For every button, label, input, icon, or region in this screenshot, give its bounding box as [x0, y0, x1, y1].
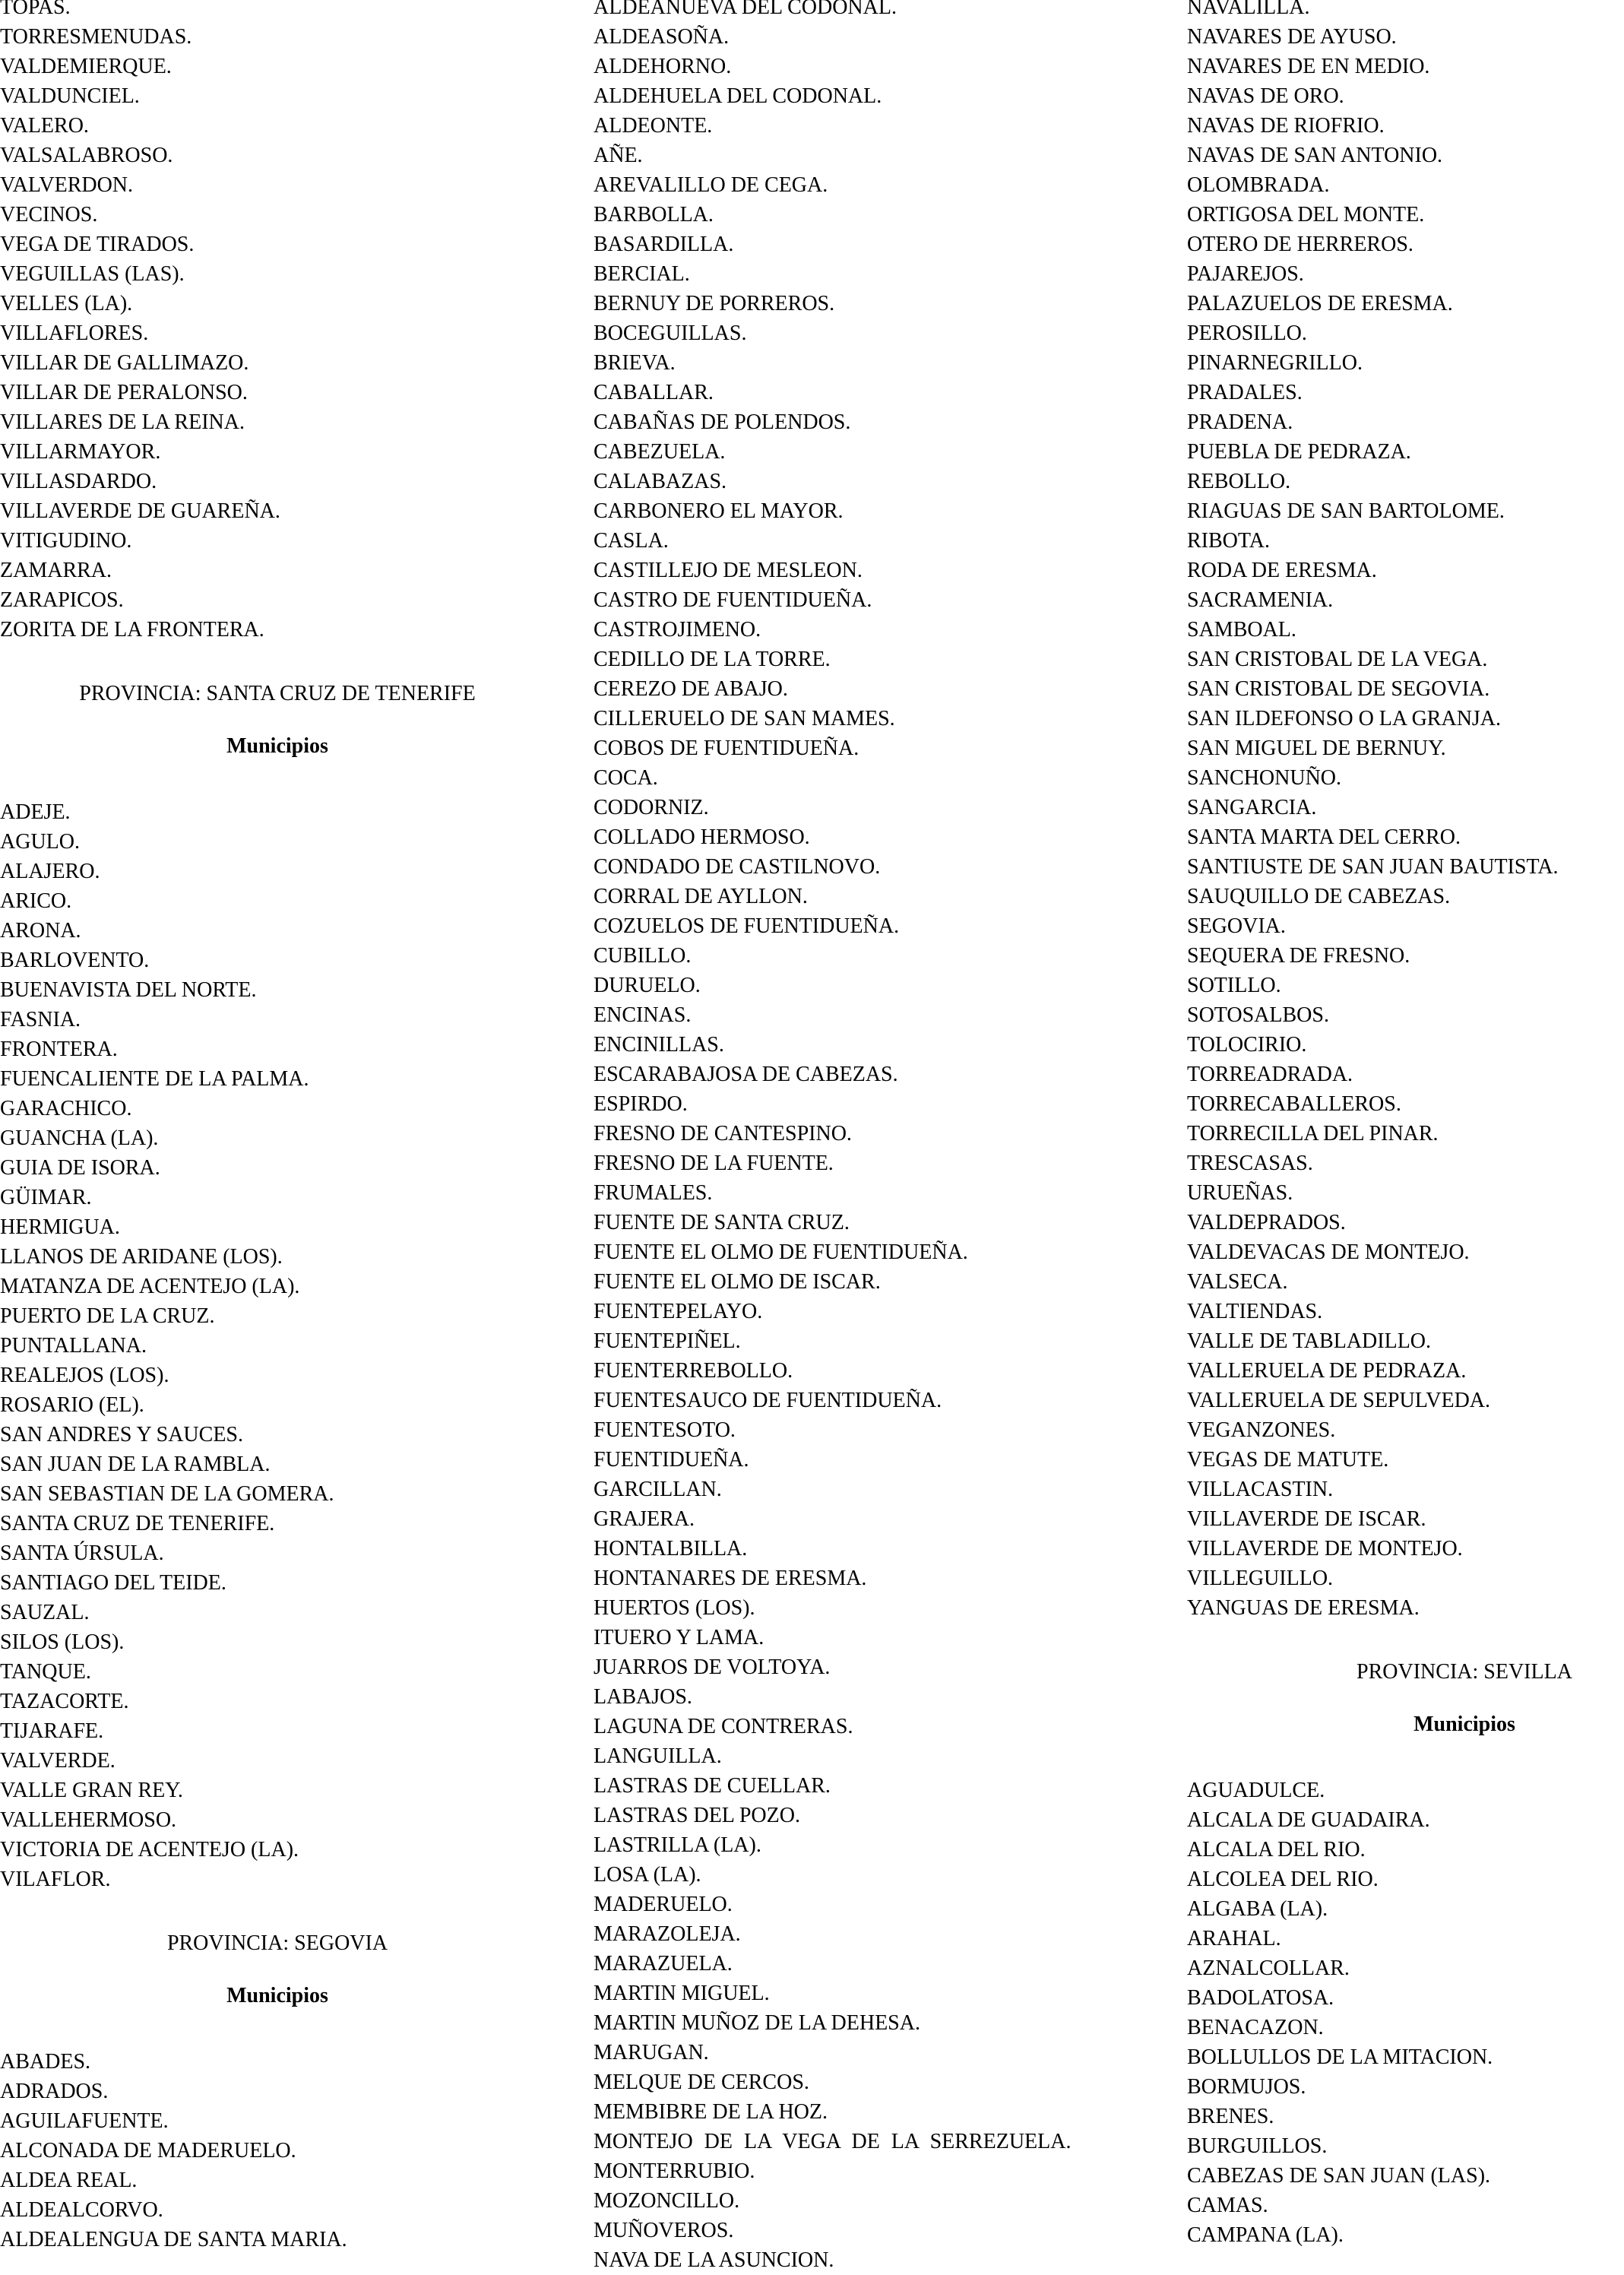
- municipality-entry: BORMUJOS.: [1187, 2075, 1306, 2099]
- municipality-entry: ALDEHORNO.: [594, 55, 732, 78]
- municipality-entry: RIBOTA.: [1187, 529, 1270, 553]
- municipality-entry: SANTA ÚRSULA.: [0, 1541, 164, 1565]
- municipality-entry: GARACHICO.: [0, 1097, 132, 1120]
- municipality-entry: CASLA.: [594, 529, 669, 553]
- municipality-entry: TORRECABALLEROS.: [1187, 1092, 1401, 1116]
- municipality-entry: MONTEJO DE LA VEGA DE LA SERREZUELA.: [594, 2130, 1072, 2153]
- municipality-entry: SOTOSALBOS.: [1187, 1003, 1329, 1027]
- municipality-entry: VALLERUELA DE SEPULVEDA.: [1187, 1389, 1491, 1412]
- municipality-entry: PEROSILLO.: [1187, 322, 1307, 345]
- municipality-entry: PAJAREJOS.: [1187, 262, 1304, 286]
- municipality-entry: FUENTE DE SANTA CRUZ.: [594, 1211, 850, 1234]
- municipality-entry: VICTORIA DE ACENTEJO (LA).: [0, 1838, 299, 1862]
- municipality-entry: SANCHONUÑO.: [1187, 766, 1342, 790]
- municipality-entry: COLLADO HERMOSO.: [594, 825, 810, 849]
- municipality-entry: FUENTESAUCO DE FUENTIDUEÑA.: [594, 1389, 942, 1412]
- segovia-municipios-list-start: [0, 2047, 532, 2254]
- municipality-entry: CILLERUELO DE SAN MAMES.: [594, 707, 895, 730]
- municipality-entry: TORREADRADA.: [1187, 1063, 1353, 1086]
- municipality-entry: HUERTOS (LOS).: [594, 1596, 755, 1620]
- municipality-entry: BOLLULLOS DE LA MITACION.: [1187, 2045, 1493, 2069]
- municipality-entry: BURGUILLOS.: [1187, 2134, 1328, 2158]
- municipality-entry: NAVAS DE ORO.: [1187, 84, 1344, 108]
- municipality-entry: BERNUY DE PORREROS.: [594, 292, 835, 315]
- municipality-entry: VILLAR DE PERALONSO.: [0, 381, 248, 404]
- municipality-entry: COZUELOS DE FUENTIDUEÑA.: [594, 914, 900, 938]
- municipality-entry: ALDEA REAL.: [0, 2169, 138, 2192]
- municipality-entry: ALAJERO.: [0, 860, 100, 883]
- municipality-entry: ARONA.: [0, 919, 81, 943]
- municipality-entry: LANGUILLA.: [594, 1744, 722, 1768]
- municipality-entry: AREVALILLO DE CEGA.: [594, 173, 828, 197]
- municipality-entry: FUENTIDUEÑA.: [594, 1448, 749, 1472]
- municipality-entry: URUEÑAS.: [1187, 1181, 1293, 1205]
- municipality-entry: ENCINAS.: [594, 1003, 692, 1027]
- municipality-entry: CASTROJIMENO.: [594, 618, 761, 642]
- municipality-entry: SAN MIGUEL DE BERNUY.: [1187, 737, 1446, 760]
- municipality-entry: LASTRAS DE CUELLAR.: [594, 1774, 831, 1798]
- municipality-entry: VALVERDON.: [0, 173, 134, 197]
- municipality-entry: BERCIAL.: [594, 262, 690, 286]
- municipality-entry: ALCALA DE GUADAIRA.: [1187, 1808, 1430, 1832]
- municipality-entry: VILLACASTIN.: [1187, 1478, 1334, 1501]
- municipality-entry: CABAÑAS DE POLENDOS.: [594, 410, 851, 434]
- municipality-entry: ALDEALENGUA DE SANTA MARIA.: [0, 2228, 347, 2251]
- municipality-entry: HONTANARES DE ERESMA.: [594, 1567, 867, 1590]
- municipality-entry: SAN CRISTOBAL DE LA VEGA.: [1187, 648, 1488, 671]
- municipality-entry: MEMBIBRE DE LA HOZ.: [594, 2100, 828, 2124]
- municipality-entry: BOCEGUILLAS.: [594, 322, 747, 345]
- municipality-entry: MADERUELO.: [594, 1893, 733, 1916]
- municipality-entry: ENCINILLAS.: [594, 1033, 724, 1057]
- municipality-entry: VALSECA.: [1187, 1270, 1288, 1294]
- municipality-entry: ALCALA DEL RIO.: [1187, 1838, 1366, 1862]
- municipality-entry: ALGABA (LA).: [1187, 1897, 1328, 1921]
- municipality-entry: SAUQUILLO DE CABEZAS.: [1187, 885, 1451, 908]
- municipality-entry: VALVERDE.: [0, 1749, 116, 1773]
- municipality-entry: TORRECILLA DEL PINAR.: [1187, 1122, 1439, 1145]
- municipality-entry: SAMBOAL.: [1187, 618, 1296, 642]
- municipality-entry: VILLAVERDE DE GUAREÑA.: [0, 499, 280, 523]
- municipios-heading: Municipios: [226, 734, 328, 758]
- municipality-entry: ESCARABAJOSA DE CABEZAS.: [594, 1063, 898, 1086]
- municipality-entry: VALDUNCIEL.: [0, 84, 140, 108]
- municipality-entry: CABEZUELA.: [594, 440, 726, 464]
- municipality-entry: SANTA CRUZ DE TENERIFE.: [0, 1512, 275, 1535]
- municipality-entry: ROSARIO (EL).: [0, 1393, 144, 1417]
- municipality-entry: VEGANZONES.: [1187, 1418, 1336, 1442]
- salamanca-municipios-list: [0, 0, 532, 645]
- municipios-heading: Municipios: [226, 1984, 328, 2007]
- column-1: [0, 0, 532, 2254]
- municipality-entry: CABEZAS DE SAN JUAN (LAS).: [1187, 2164, 1491, 2188]
- municipality-entry: VALERO.: [0, 114, 89, 138]
- municipality-entry: BRIEVA.: [594, 351, 676, 375]
- municipality-entry: SANGARCIA.: [1187, 796, 1317, 819]
- municipality-entry: MUÑOVEROS.: [594, 2219, 734, 2242]
- santa-cruz-de-tenerife-municipios-list: [0, 797, 532, 1894]
- municipality-entry: SAUZAL.: [0, 1601, 90, 1624]
- municipality-entry: FUENTESOTO.: [594, 1418, 736, 1442]
- municipality-entry: GUIA DE ISORA.: [0, 1156, 160, 1180]
- municipality-entry: VALDEMIERQUE.: [0, 55, 172, 78]
- municipality-entry: SACRAMENIA.: [1187, 588, 1334, 612]
- municipality-entry: VILLAFLORES.: [0, 322, 149, 345]
- municipality-entry: SAN CRISTOBAL DE SEGOVIA.: [1187, 677, 1490, 701]
- municipality-entry: GARCILLAN.: [594, 1478, 722, 1501]
- municipality-entry: REBOLLO.: [1187, 470, 1291, 493]
- municipality-entry: AGULO.: [0, 830, 80, 854]
- municipality-entry: NAVARES DE EN MEDIO.: [1187, 55, 1430, 78]
- municipality-entry: MARUGAN.: [594, 2041, 709, 2064]
- province-heading-santa-cruz-de-tenerife: PROVINCIA: SANTA CRUZ DE TENERIFE: [79, 682, 476, 705]
- municipality-entry: ALCONADA DE MADERUELO.: [0, 2139, 296, 2163]
- municipality-entry: RODA DE ERESMA.: [1187, 559, 1377, 582]
- municipality-entry: NAVARES DE AYUSO.: [1187, 25, 1397, 49]
- municipality-entry: BRENES.: [1187, 2105, 1274, 2128]
- municipality-entry: TOLOCIRIO.: [1187, 1033, 1307, 1057]
- municipality-entry: ITUERO Y LAMA.: [594, 1626, 765, 1649]
- municipality-entry: CABALLAR.: [594, 381, 714, 404]
- municipality-entry: LABAJOS.: [594, 1685, 692, 1709]
- municipality-entry: BUENAVISTA DEL NORTE.: [0, 978, 257, 1002]
- municipality-entry: VALTIENDAS.: [1187, 1300, 1323, 1323]
- municipality-entry: LASTRAS DEL POZO.: [594, 1804, 800, 1827]
- municipality-entry: LAGUNA DE CONTRERAS.: [594, 1715, 853, 1738]
- municipality-entry: NAVAS DE SAN ANTONIO.: [1187, 144, 1443, 167]
- municipality-entry: GRAJERA.: [594, 1507, 695, 1531]
- municipality-entry: FUENTEPIÑEL.: [594, 1329, 741, 1353]
- municipality-entry: LLANOS DE ARIDANE (LOS).: [0, 1245, 283, 1269]
- municipality-entry: VILLAVERDE DE MONTEJO.: [1187, 1537, 1463, 1560]
- column-3: [1187, 0, 1624, 2250]
- municipality-entry: TRESCASAS.: [1187, 1152, 1313, 1175]
- municipality-entry: CALABAZAS.: [594, 470, 727, 493]
- municipality-entry: CASTILLEJO DE MESLEON.: [594, 559, 863, 582]
- municipality-entry: BARLOVENTO.: [0, 949, 150, 972]
- municipality-entry: CEREZO DE ABAJO.: [594, 677, 788, 701]
- municipality-entry: SEQUERA DE FRESNO.: [1187, 944, 1410, 968]
- municipality-entry: NAVALILLA.: [1187, 0, 1310, 19]
- municipality-entry: FUENTE EL OLMO DE FUENTIDUEÑA.: [594, 1240, 968, 1264]
- municipality-entry: SOTILLO.: [1187, 974, 1281, 997]
- municipality-entry: YANGUAS DE ERESMA.: [1187, 1596, 1420, 1620]
- municipality-entry: SAN ILDEFONSO O LA GRANJA.: [1187, 707, 1502, 730]
- municipality-entry: NAVA DE LA ASUNCION.: [594, 2248, 834, 2272]
- municipality-entry: VEGA DE TIRADOS.: [0, 233, 195, 256]
- municipality-entry: ALDEASOÑA.: [594, 25, 730, 49]
- municipality-entry: CARBONERO EL MAYOR.: [594, 499, 844, 523]
- municipality-entry: CODORNIZ.: [594, 796, 709, 819]
- municipality-entry: SANTIUSTE DE SAN JUAN BAUTISTA.: [1187, 855, 1559, 879]
- municipality-entry: VALLE GRAN REY.: [0, 1779, 183, 1802]
- municipality-entry: ADRADOS.: [0, 2080, 109, 2103]
- municipality-entry: CAMAS.: [1187, 2194, 1268, 2217]
- municipality-entry: FUENTERREBOLLO.: [594, 1359, 793, 1383]
- municipality-entry: PINARNEGRILLO.: [1187, 351, 1363, 375]
- municipality-entry: PUNTALLANA.: [0, 1334, 147, 1358]
- municipality-entry: VILLARMAYOR.: [0, 440, 161, 464]
- municipality-entry: BADOLATOSA.: [1187, 1986, 1334, 2010]
- municipality-entry: ABADES.: [0, 2050, 91, 2074]
- municipality-entry: ALDEHUELA DEL CODONAL.: [594, 84, 882, 108]
- municipality-entry: CAMPANA (LA).: [1187, 2223, 1344, 2247]
- municipality-entry: HERMIGUA.: [0, 1215, 120, 1239]
- municipality-entry: BASARDILLA.: [594, 233, 734, 256]
- municipality-entry: AGUADULCE.: [1187, 1779, 1325, 1802]
- municipality-entry: HONTALBILLA.: [594, 1537, 748, 1560]
- municipality-entry: FUENTE EL OLMO DE ISCAR.: [594, 1270, 881, 1294]
- municipality-entry: VEGUILLAS (LAS).: [0, 262, 185, 286]
- municipality-entry: AGUILAFUENTE.: [0, 2109, 169, 2133]
- municipality-entry: GÜIMAR.: [0, 1186, 92, 1209]
- municipality-entry: BARBOLLA.: [594, 203, 714, 227]
- municipality-entry: FRONTERA.: [0, 1038, 118, 1061]
- municipality-entry: VECINOS.: [0, 203, 98, 227]
- municipality-entry: SAN JUAN DE LA RAMBLA.: [0, 1453, 271, 1476]
- municipality-entry: VALDEPRADOS.: [1187, 1211, 1346, 1234]
- municipality-entry: SAN SEBASTIAN DE LA GOMERA.: [0, 1482, 334, 1506]
- municipality-entry: VEGAS DE MATUTE.: [1187, 1448, 1389, 1472]
- municipality-entry: MARAZOLEJA.: [594, 1922, 741, 1946]
- municipality-entry: SILOS (LOS).: [0, 1630, 125, 1654]
- municipality-entry: VALSALABROSO.: [0, 144, 173, 167]
- municipality-entry: SEGOVIA.: [1187, 914, 1286, 938]
- municipality-entry: FUENCALIENTE DE LA PALMA.: [0, 1067, 309, 1091]
- municipality-entry: VILLAR DE GALLIMAZO.: [0, 351, 249, 375]
- municipality-entry: VILLAVERDE DE ISCAR.: [1187, 1507, 1426, 1531]
- municipality-entry: FRUMALES.: [594, 1181, 713, 1205]
- sevilla-municipios-list: [1187, 1776, 1624, 2250]
- municipality-entry: TIJARAFE.: [0, 1719, 104, 1743]
- municipality-entry: GUANCHA (LA).: [0, 1126, 159, 1150]
- municipality-entry: VELLES (LA).: [0, 292, 133, 315]
- municipality-entry: MATANZA DE ACENTEJO (LA).: [0, 1275, 300, 1298]
- municipality-entry: VILLEGUILLO.: [1187, 1567, 1334, 1590]
- municipality-entry: PUEBLA DE PEDRAZA.: [1187, 440, 1411, 464]
- municipality-entry: MELQUE DE CERCOS.: [594, 2071, 809, 2094]
- municipality-entry: ZAMARRA.: [0, 559, 112, 582]
- municipality-entry: MOZONCILLO.: [594, 2189, 740, 2213]
- municipality-entry: SAN ANDRES Y SAUCES.: [0, 1423, 243, 1446]
- municipality-entry: CEDILLO DE LA TORRE.: [594, 648, 831, 671]
- segovia-municipios-list-end: [1187, 0, 1624, 1623]
- municipality-entry: FUENTEPELAYO.: [594, 1300, 763, 1323]
- municipality-entry: VILLASDARDO.: [0, 470, 157, 493]
- municipality-entry: LASTRILLA (LA).: [594, 1833, 761, 1857]
- municipality-entry: VILAFLOR.: [0, 1868, 111, 1891]
- municipality-entry: DURUELO.: [594, 974, 701, 997]
- municipality-entry: SANTA MARTA DEL CERRO.: [1187, 825, 1461, 849]
- municipality-entry: FRESNO DE LA FUENTE.: [594, 1152, 834, 1175]
- municipality-entry: TANQUE.: [0, 1660, 91, 1684]
- municipality-entry: PALAZUELOS DE ERESMA.: [1187, 292, 1453, 315]
- municipality-entry: VITIGUDINO.: [0, 529, 132, 553]
- municipality-entry: NAVAS DE RIOFRIO.: [1187, 114, 1385, 138]
- municipality-entry: TOPAS.: [0, 0, 71, 19]
- municipality-entry: OLOMBRADA.: [1187, 173, 1330, 197]
- municipality-entry: MONTERRUBIO.: [594, 2159, 755, 2183]
- municipality-entry: ADEJE.: [0, 800, 71, 824]
- municipality-entry: VALLEHERMOSO.: [0, 1808, 177, 1832]
- municipality-entry: ALCOLEA DEL RIO.: [1187, 1868, 1379, 1891]
- municipality-entry: VALLERUELA DE PEDRAZA.: [1187, 1359, 1467, 1383]
- municipality-entry: PRADENA.: [1187, 410, 1293, 434]
- column-2: [594, 0, 1125, 2275]
- municipality-entry: ALDEALCORVO.: [0, 2198, 163, 2222]
- municipality-entry: ALDEONTE.: [594, 114, 713, 138]
- municipios-heading: Municipios: [1413, 1713, 1515, 1736]
- municipality-entry: AÑE.: [594, 144, 643, 167]
- municipality-entry: ORTIGOSA DEL MONTE.: [1187, 203, 1425, 227]
- municipality-entry: MARTIN MIGUEL.: [594, 1982, 770, 2005]
- municipality-entry: ARICO.: [0, 889, 72, 913]
- municipality-entry: AZNALCOLLAR.: [1187, 1957, 1350, 1980]
- municipality-entry: CUBILLO.: [594, 944, 692, 968]
- municipality-entry: VILLARES DE LA REINA.: [0, 410, 245, 434]
- municipality-entry: RIAGUAS DE SAN BARTOLOME.: [1187, 499, 1505, 523]
- municipality-entry: TORRESMENUDAS.: [0, 25, 192, 49]
- municipality-entry: FRESNO DE CANTESPINO.: [594, 1122, 852, 1145]
- municipality-entry: PUERTO DE LA CRUZ.: [0, 1304, 215, 1328]
- segovia-municipios-list-continued: [594, 0, 1125, 2275]
- municipality-entry: ESPIRDO.: [594, 1092, 688, 1116]
- municipality-entry: LOSA (LA).: [594, 1863, 701, 1887]
- municipality-entry: OTERO DE HERREROS.: [1187, 233, 1413, 256]
- municipality-entry: ZORITA DE LA FRONTERA.: [0, 618, 264, 642]
- municipality-entry: FASNIA.: [0, 1008, 81, 1031]
- municipality-entry: MARTIN MUÑOZ DE LA DEHESA.: [594, 2011, 920, 2035]
- municipality-entry: CONDADO DE CASTILNOVO.: [594, 855, 881, 879]
- municipality-entry: ALDEANUEVA DEL CODONAL.: [594, 0, 897, 19]
- municipality-entry: VALDEVACAS DE MONTEJO.: [1187, 1240, 1470, 1264]
- municipality-entry: SANTIAGO DEL TEIDE.: [0, 1571, 226, 1595]
- municipality-entry: PRADALES.: [1187, 381, 1303, 404]
- municipality-entry: ZARAPICOS.: [0, 588, 124, 612]
- province-heading-sevilla: PROVINCIA: SEVILLA: [1356, 1660, 1572, 1684]
- municipality-entry: REALEJOS (LOS).: [0, 1364, 169, 1387]
- municipality-entry: ARAHAL.: [1187, 1927, 1281, 1950]
- municipality-entry: MARAZUELA.: [594, 1952, 733, 1976]
- municipality-entry: VALLE DE TABLADILLO.: [1187, 1329, 1432, 1353]
- municipality-entry: BENACAZON.: [1187, 2016, 1324, 2039]
- municipality-entry: CASTRO DE FUENTIDUEÑA.: [594, 588, 872, 612]
- municipality-entry: JUARROS DE VOLTOYA.: [594, 1656, 831, 1679]
- municipality-entry: COCA.: [594, 766, 658, 790]
- province-heading-segovia: PROVINCIA: SEGOVIA: [166, 1931, 388, 1955]
- municipality-entry: CORRAL DE AYLLON.: [594, 885, 808, 908]
- municipality-entry: TAZACORTE.: [0, 1690, 129, 1713]
- municipality-entry: COBOS DE FUENTIDUEÑA.: [594, 737, 859, 760]
